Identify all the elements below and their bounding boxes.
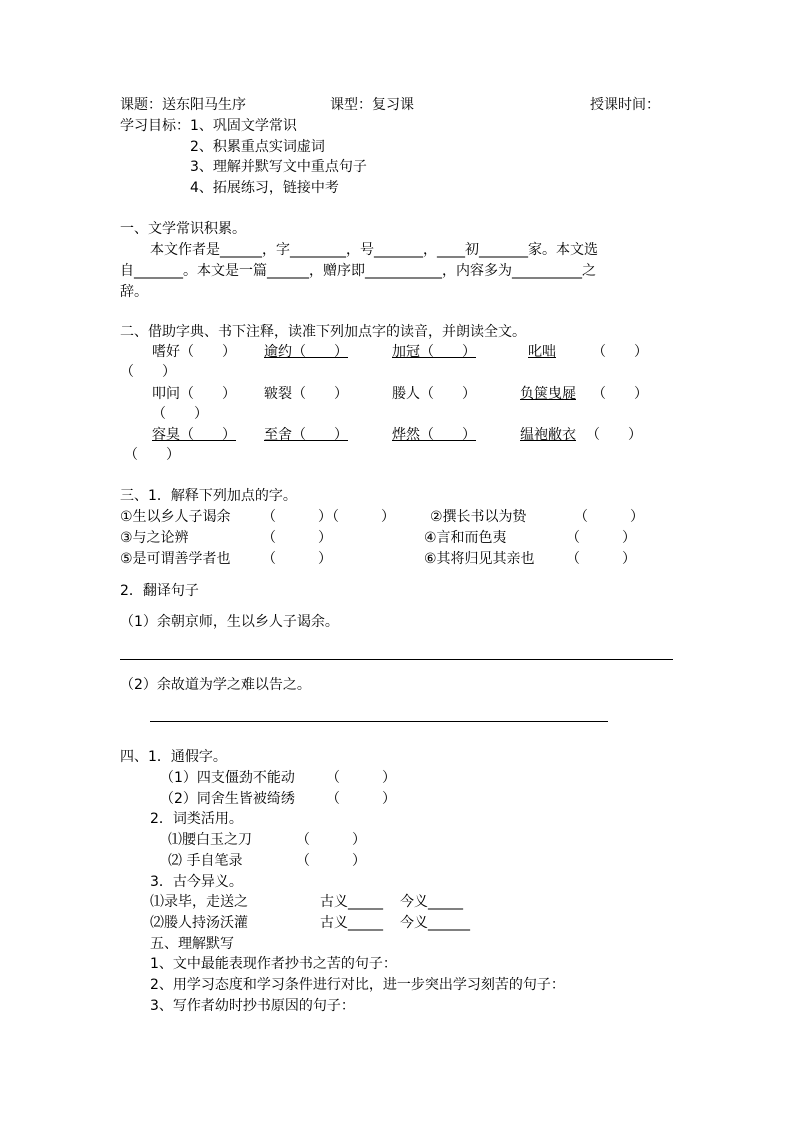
lesson-time: 授课时间： bbox=[590, 97, 660, 113]
section2-title: 二、借助字典、书下注释，读准下列加点字的读音，并朗读全文。 bbox=[120, 324, 526, 340]
explain-paren: （ ）（ ） bbox=[262, 509, 395, 525]
pinyin-item: 媵人（ ） bbox=[392, 386, 476, 402]
pinyin-item: 烨然（ ） bbox=[392, 427, 476, 443]
gujin-item: ⑴录毕，走送之 bbox=[150, 894, 248, 910]
pinyin-item: 负箧曳屣 bbox=[520, 386, 576, 402]
lesson-type: 课型：复习课 bbox=[330, 97, 414, 113]
answer-line bbox=[150, 721, 608, 722]
section1-line: 自_______。本文是一篇______，赠序即___________，内容多为__________之 bbox=[120, 263, 596, 279]
explain-paren: （ ） bbox=[262, 551, 332, 567]
tongjia-item: （1）四支僵劲不能动 bbox=[160, 770, 295, 786]
gu-meaning: 古义_____ bbox=[320, 915, 383, 931]
translate-title: 2．翻译句子 bbox=[120, 583, 199, 599]
section1-line: 本文作者是______，字________，号_______，____初_______家。本文选 bbox=[150, 242, 598, 258]
explain-item: ⑤是可谓善学者也 bbox=[120, 551, 231, 567]
dictation-item: 3、写作者幼时抄书原因的句子： bbox=[150, 998, 355, 1014]
jin-meaning: 今义______ bbox=[400, 915, 470, 931]
explain-paren: （ ） bbox=[566, 530, 636, 546]
section4-sub: 3．古今异义。 bbox=[150, 874, 243, 890]
pinyin-item: 叩问（ ） bbox=[152, 386, 236, 402]
dictation-item: 2、用学习态度和学习条件进行对比，进一步突出学习刻苦的句子： bbox=[150, 977, 565, 993]
section4-title: 四、1．通假字。 bbox=[120, 749, 227, 765]
objective-item: 3、理解并默写文中重点句子 bbox=[190, 159, 367, 175]
objective-item: 4、拓展练习，链接中考 bbox=[190, 180, 339, 196]
pinyin-item: 至舍（ ） bbox=[264, 427, 348, 443]
objective-item: 2、积累重点实词虚词 bbox=[190, 139, 325, 155]
pinyin-paren: （ ） bbox=[592, 386, 648, 402]
translate-sentence: （2）余故道为学之难以告之。 bbox=[120, 677, 311, 693]
pinyin-paren: （ ） bbox=[152, 406, 208, 422]
pinyin-item: 容臭（ ） bbox=[152, 427, 236, 443]
answer-line bbox=[120, 659, 673, 660]
pinyin-item: 逾约（ ） bbox=[264, 344, 348, 360]
pinyin-item: 嗜好（ ） bbox=[152, 344, 236, 360]
pinyin-item: 加冠（ ） bbox=[392, 344, 476, 360]
explain-paren: （ ） bbox=[262, 530, 332, 546]
pinyin-item: 皲裂（ ） bbox=[264, 386, 348, 402]
pinyin-paren: （ ） bbox=[120, 364, 176, 380]
gujin-item: ⑵媵人持汤沃灌 bbox=[150, 915, 248, 931]
cilei-paren: （ ） bbox=[296, 853, 366, 869]
explain-item: ④言和而色夷 bbox=[424, 530, 507, 546]
tongjia-paren: （ ） bbox=[326, 791, 396, 807]
section5-title: 五、理解默写 bbox=[150, 936, 234, 952]
pinyin-paren: （ ） bbox=[124, 447, 180, 463]
section1-title: 一、文学常识积累。 bbox=[120, 221, 246, 237]
tongjia-item: （2）同舍生皆被绮绣 bbox=[160, 791, 295, 807]
explain-item: ①生以乡人子谒余 bbox=[120, 509, 231, 525]
explain-paren: （ ） bbox=[574, 509, 644, 525]
translate-sentence: （1）余朝京师，生以乡人子谒余。 bbox=[120, 614, 339, 630]
lesson-topic: 课题：送东阳马生序 bbox=[120, 97, 246, 113]
explain-paren: （ ） bbox=[566, 551, 636, 567]
explain-item: ⑥其将归见其亲也 bbox=[424, 551, 535, 567]
explain-item: ③与之论辨 bbox=[120, 530, 189, 546]
pinyin-paren: （ ） bbox=[592, 344, 648, 360]
pinyin-item: 叱咄 bbox=[528, 344, 556, 360]
cilei-item: ⑵ 手自笔录 bbox=[168, 853, 243, 869]
gu-meaning: 古义_____ bbox=[320, 894, 383, 910]
section4-sub: 2．词类活用。 bbox=[150, 811, 243, 827]
dictation-item: 1、文中最能表现作者抄书之苦的句子： bbox=[150, 956, 397, 972]
cilei-item: ⑴腰白玉之刀 bbox=[168, 832, 252, 848]
objectives-label: 学习目标： bbox=[120, 118, 190, 134]
section3-title: 三、1．解释下列加点的字。 bbox=[120, 488, 297, 504]
explain-item: ②撰长书以为贽 bbox=[430, 509, 527, 525]
pinyin-paren: （ ） bbox=[586, 427, 642, 443]
objective-item: 1、巩固文学常识 bbox=[190, 118, 297, 134]
section1-line: 辞。 bbox=[120, 284, 148, 300]
tongjia-paren: （ ） bbox=[326, 770, 396, 786]
jin-meaning: 今义_____ bbox=[400, 894, 463, 910]
pinyin-item: 缊袍敝衣 bbox=[520, 427, 576, 443]
cilei-paren: （ ） bbox=[296, 832, 366, 848]
